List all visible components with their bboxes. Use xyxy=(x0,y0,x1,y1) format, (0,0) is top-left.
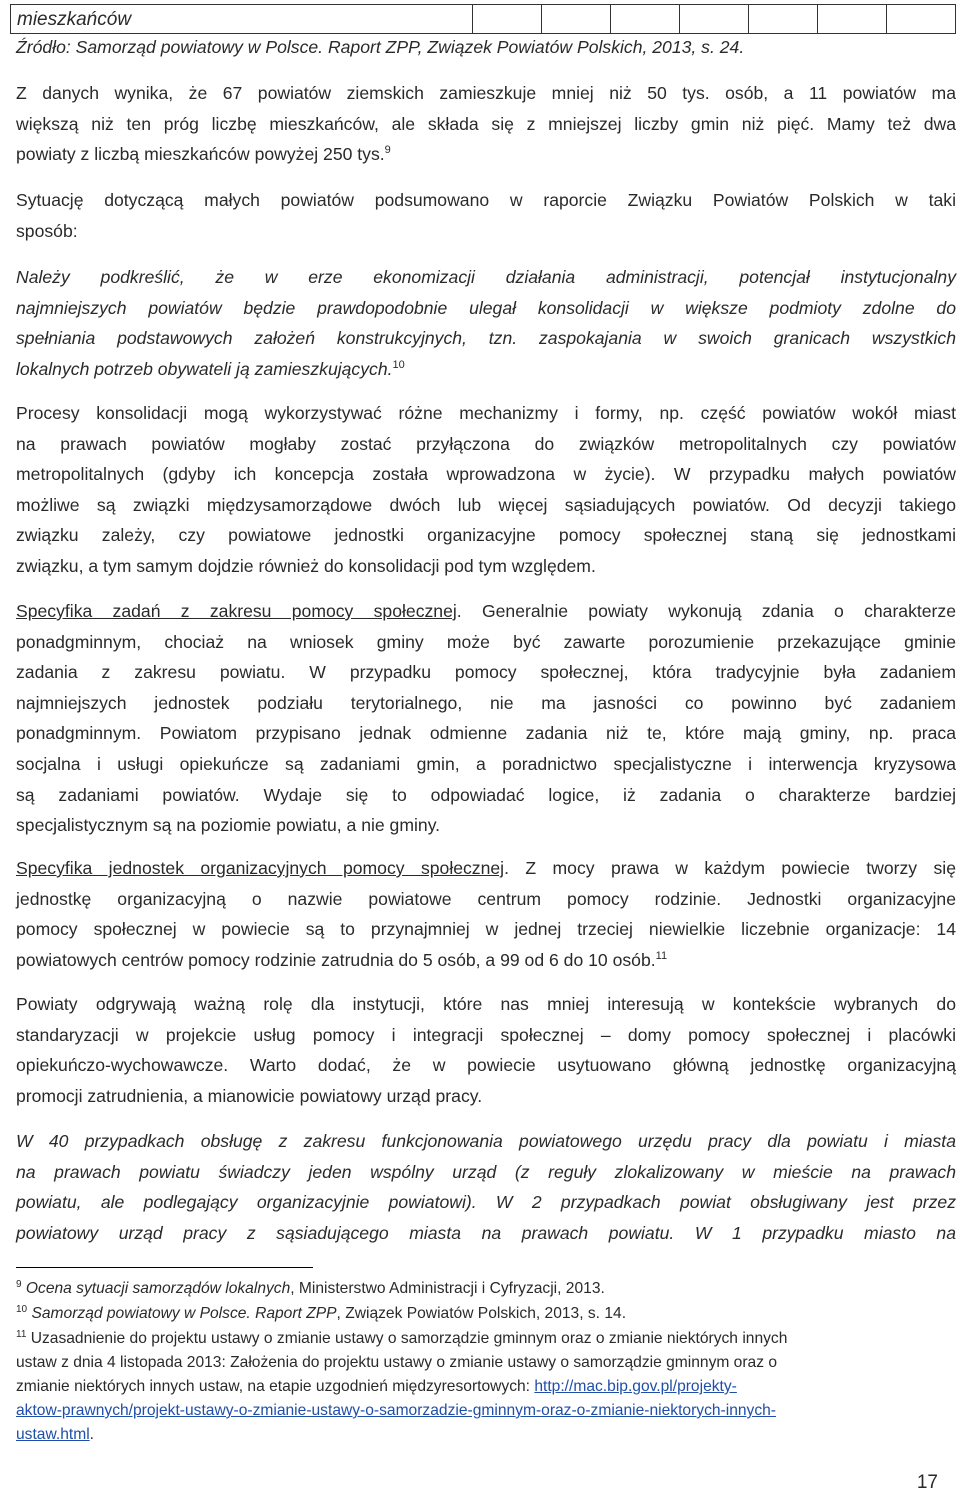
footnote-separator xyxy=(16,1267,313,1268)
paragraph-2 xyxy=(16,185,956,246)
text-line: opiekuńczo-wychowawcze. Warto dodać, że w powiecie usytuowano główną jednostkę organizacyjną xyxy=(16,1055,956,1076)
footnote-10 xyxy=(16,1302,956,1326)
text-line: możliwe są związki międzysamorządowe dwóch lub więcej sąsiadujących powiatów. Od decyzji takiego xyxy=(16,494,956,515)
footnote-ref-11[interactable]: 11 xyxy=(655,949,668,962)
paragraph-4 xyxy=(16,596,956,841)
text-line: Powiaty odgrywają ważną rolę dla instytucji, które nas mniej interesują w kontekście wybranych do xyxy=(16,994,956,1014)
footnote-11 xyxy=(16,1327,956,1447)
text-line: ponadgminnym. Powiatom przypisano jednak odmienne zadania niż te, które mają gminy, np. praca xyxy=(16,723,956,744)
footnote-text: , Związek Powiatów Polskich, 2013, s. 14. xyxy=(336,1305,627,1322)
footnote-9 xyxy=(16,1277,956,1301)
text-line: Sytuację dotyczącą małych powiatów podsumowano w raporcie Związku Powiatów Polskich w taki xyxy=(16,190,956,210)
text-line: Z danych wynika, że 67 powiatów ziemskich zamieszkuje mniej niż 50 tys. osób, a 11 powiatów ma xyxy=(16,83,956,103)
table-source xyxy=(16,33,956,61)
quote-2 xyxy=(16,1126,956,1248)
table-cell-empty xyxy=(472,5,541,33)
table-cell-empty xyxy=(541,5,610,33)
text-line: większą niż ten próg liczbę mieszkańców, ale składa się z mniejszej liczby gmin niż pięć. Mamy też dwa xyxy=(16,113,956,134)
text-line: najmniejszych jednostek podziału terytorialnego, nie ma jasności co powinno być zadaniem xyxy=(16,692,956,713)
footnote-number: 9 xyxy=(16,1278,22,1290)
table-cell-empty xyxy=(610,5,679,33)
text-line: jednostkę organizacyjną o nazwie powiatowe centrum pomocy rodzinie. Jednostki organizacyjne xyxy=(16,888,956,909)
table-row xyxy=(10,4,956,34)
footnote-title: Samorząd powiatowy w Polsce. Raport ZPP xyxy=(31,1305,337,1322)
table-cell-empty xyxy=(748,5,817,33)
text-line: metropolitalnych (gdyby ich koncepcja została wprowadzona w życie). W przypadku małych powiatów xyxy=(16,464,956,485)
text-line: sposób: xyxy=(16,220,78,241)
text-line: Specyfika jednostek organizacyjnych pomocy społecznej. Z mocy prawa w każdym powiecie tworzy się xyxy=(16,858,956,878)
text-line: są zadaniami powiatów. Wydaje się to odpowiadać logice, iż zadania o charakterze bardziej xyxy=(16,784,956,805)
text-line: specjalistycznym są na poziomie powiatu, a nie gminy. xyxy=(16,815,441,836)
text-line: na prawach powiatów mogłaby zostać przyłączona do związków metropolitalnych czy powiatów xyxy=(16,433,956,454)
footnote-line xyxy=(16,1399,956,1423)
text-line: powiatu, ale podlegający organizacyjnie powiatowi). W 2 przypadkach powiat obsługiwany jest przez xyxy=(16,1192,956,1213)
footnote-line: ustaw.html. xyxy=(16,1426,95,1443)
footnote-ref-10[interactable]: 10 xyxy=(392,358,405,371)
footnote-line: zmianie niektórych innych ustaw, na etapie uzgodnień międzyresortowych: http://mac.bip.gov.pl/projekty- xyxy=(16,1378,737,1395)
paragraph-3 xyxy=(16,398,956,582)
footnote-line: ustaw z dnia 4 listopada 2013: Założenia do projektu ustawy o zmianie ustawy o samorządzie gminnym oraz o xyxy=(16,1354,778,1371)
text-line: powiatowy urząd pracy z sąsiadującego miasta na prawach powiatu. W 1 przypadku miasto na xyxy=(16,1222,956,1243)
text-line: socjalna i usługi opiekuńcze są zadaniami gmin, a poradnictwo specjalistyczne i interwencja kryzysowa xyxy=(16,753,956,774)
text-line: związku zależy, czy powiatowe jednostki organizacyjne pomocy społecznej staną się jednostkami xyxy=(16,525,956,546)
footnote-ref-9[interactable]: 9 xyxy=(384,144,391,157)
paragraph-6 xyxy=(16,989,956,1111)
footnote-title: Ocena sytuacji samorządów lokalnych xyxy=(25,1280,291,1297)
footnote-link[interactable]: ustaw.html xyxy=(16,1426,90,1443)
footnote-text: , Ministerstwo Administracji i Cyfryzacji, 2013. xyxy=(290,1280,605,1297)
text-line: pomocy społecznej w powiecie są to przynajmniej w jednej trzeciej niewielkie liczebnie organizacje: 14 xyxy=(16,919,956,940)
paragraph-5 xyxy=(16,853,956,975)
table-cell-empty xyxy=(817,5,886,33)
section-heading: Specyfika zadań z zakresu pomocy społecznej xyxy=(16,601,457,621)
text-line: spełniania podstawowych założeń konstrukcyjnych, tzn. zaspokajania w swoich granicach wszystkich xyxy=(16,328,956,349)
text-line: najmniejszych powiatów będzie prawdopodobnie ulegał konsolidacji w większe podmioty zdolne do xyxy=(16,297,956,318)
text-line: powiaty z liczbą mieszkańców powyżej 250 tys.$^9$ xyxy=(16,144,391,165)
table-cell-empty xyxy=(679,5,748,33)
quote-1 xyxy=(16,262,956,384)
text-line: zadania z zakresu powiatu. W przypadku pomocy społecznej, która tradycyjnie była zadaniem xyxy=(16,662,956,683)
footnote-number: 11 xyxy=(16,1328,27,1340)
footnote-link[interactable]: aktow-prawnych/projekt-ustawy-o-zmianie-ustawy-o-samorzadzie-gminnym-oraz-o-zmianie-niektorych-innych- xyxy=(16,1402,776,1419)
text-line: standaryzacji w projekcie usług pomocy i integracji społecznej – domy pomocy społecznej i placówki xyxy=(16,1024,956,1045)
text-line: ponadgminnym, chociaż na wniosek gminy może być zawarte porozumienie przekazujące gminie xyxy=(16,631,956,652)
text-line: związku, a tym samym dojdzie również do konsolidacji pod tym względem. xyxy=(16,555,596,576)
text-line: na prawach powiatu świadczy jeden wspólny urząd (z reguły zlokalizowany w mieście na prawach xyxy=(16,1161,956,1182)
source-suffix: , Związek Powiatów Polskich, 2013, s. 24. xyxy=(417,37,745,57)
source-title: Samorząd powiatowy w Polsce. Raport ZPP xyxy=(75,37,418,57)
text-line: Specyfika zadań z zakresu pomocy społecznej. Generalnie powiaty wykonują zdania o charakterze xyxy=(16,601,956,621)
page-number: 17 xyxy=(916,1472,938,1493)
text-line: Procesy konsolidacji mogą wykorzystywać różne mechanizmy i formy, np. część powiatów wokół miast xyxy=(16,403,956,423)
text-line: promocji zatrudnienia, a mianowicie powiatowy urząd pracy. xyxy=(16,1085,483,1106)
table-cell-empty xyxy=(886,5,955,33)
text-line: powiatowych centrów pomocy rodzinie zatrudnia do 5 osób, a 99 od 6 do 10 osób.$^{11}$ xyxy=(16,949,668,970)
footnote-number: 10 xyxy=(16,1303,28,1315)
text-line: Należy podkreślić, że w erze ekonomizacji działania administracji, potencjał instytucjonalny xyxy=(16,267,956,287)
table-cell-label: mieszkańców xyxy=(17,9,132,30)
source-prefix: Źródło: xyxy=(16,37,76,57)
footnote-line: $^{11}$ Uzasadnienie do projektu ustawy o zmianie ustawy o samorządzie gminnym oraz o zmianie niektórych innych xyxy=(16,1328,788,1347)
paragraph-1 xyxy=(16,78,956,170)
text-line: lokalnych potrzeb obywateli ją zamieszkujących.$^{10}$ xyxy=(16,358,405,379)
footnote-link[interactable]: http://mac.bip.gov.pl/projekty- xyxy=(534,1378,737,1395)
section-heading: Specyfika jednostek organizacyjnych pomocy społecznej xyxy=(16,858,505,878)
text-line: W 40 przypadkach obsługę z zakresu funkcjonowania powiatowego urzędu pracy dla powiatu i miasta xyxy=(16,1131,956,1151)
